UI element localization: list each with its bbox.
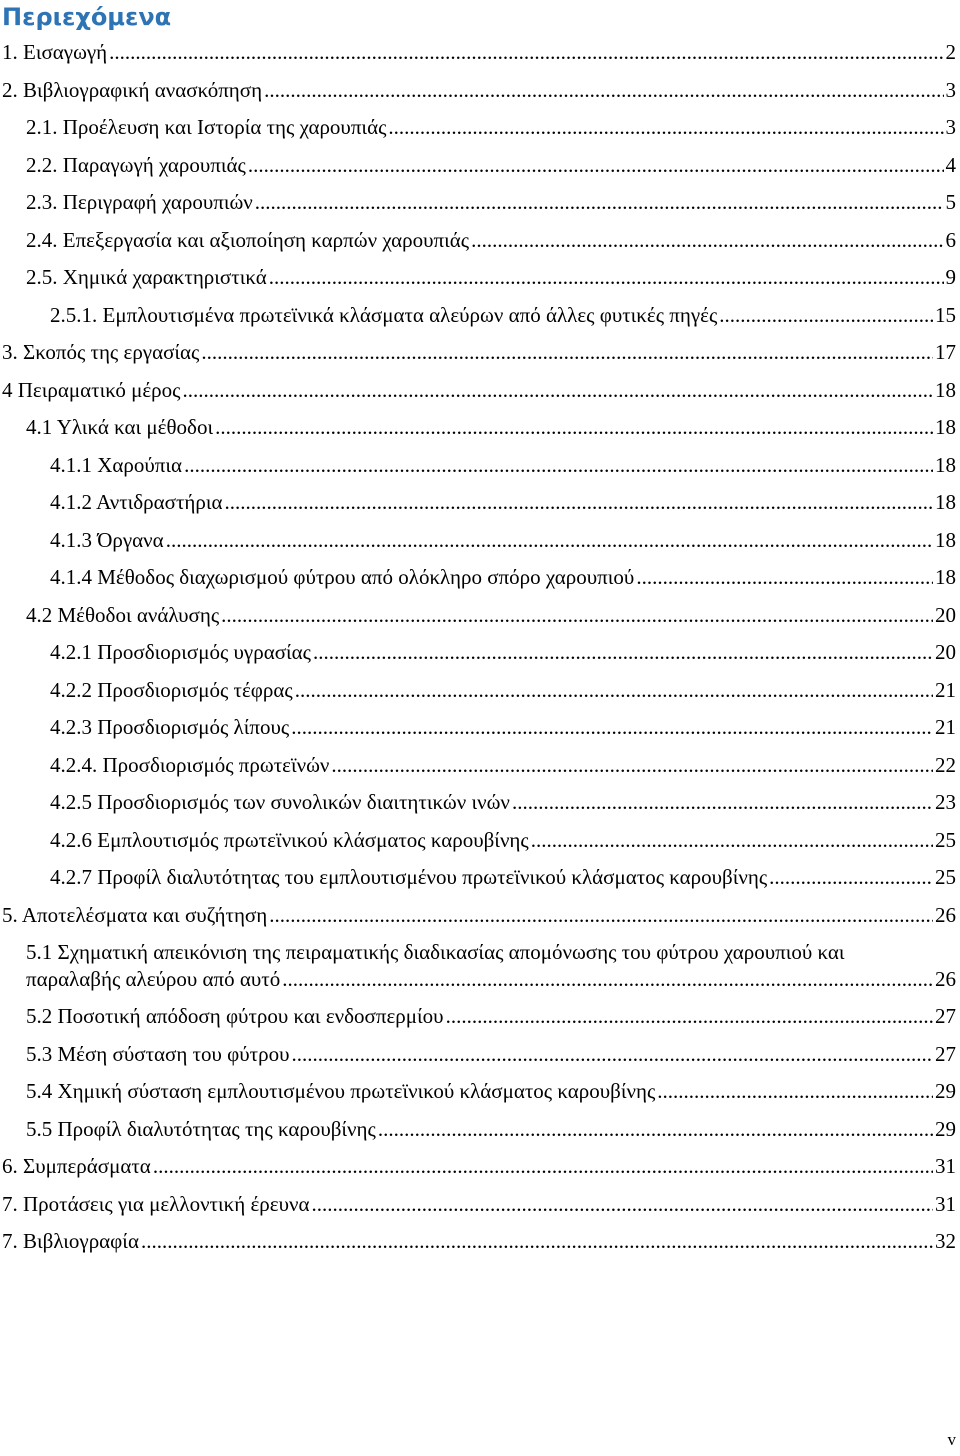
toc-entry[interactable] bbox=[0, 109, 960, 147]
dot-leader bbox=[292, 1036, 934, 1074]
dot-leader bbox=[331, 747, 933, 785]
toc-entry-title: 4.2.4. Προσδιορισμός πρωτεϊνών bbox=[50, 752, 330, 777]
dot-leader bbox=[282, 966, 933, 993]
dot-leader bbox=[378, 1111, 933, 1149]
toc-entry-page-number: 18 bbox=[935, 527, 956, 552]
dot-leader bbox=[255, 184, 944, 222]
dot-leader bbox=[215, 409, 933, 447]
toc-entry-title: 5. Αποτελέσματα και συζήτηση bbox=[2, 902, 268, 927]
toc-entry[interactable] bbox=[0, 522, 960, 560]
toc-entry-title: 1. Εισαγωγή bbox=[2, 40, 108, 64]
toc-entry-title: 5.2 Ποσοτική απόδοση φύτρου και ενδοσπερμίου bbox=[26, 1004, 444, 1028]
toc-entry[interactable] bbox=[0, 998, 960, 1036]
toc-entry[interactable] bbox=[0, 222, 960, 260]
toc-entry-page-number: 31 bbox=[935, 1154, 956, 1178]
toc-entry[interactable] bbox=[0, 184, 960, 222]
toc-entry-title: 2.4. Επεξεργασία και αξιοποίηση καρπών χαρουπιάς bbox=[26, 227, 470, 252]
toc-entry-page-number: 4 bbox=[945, 152, 956, 177]
dot-leader bbox=[313, 634, 933, 672]
toc-entry-title: 4.1.4 Μέθοδος διαχωρισμού φύτρου από ολόκληρο σπόρο χαρουπιού bbox=[50, 565, 635, 589]
toc-entry-page-number: 25 bbox=[935, 865, 956, 889]
dot-leader bbox=[166, 522, 933, 560]
dot-leader bbox=[109, 34, 943, 72]
toc-entry-page-number: 3 bbox=[945, 115, 956, 139]
toc-entry-title: 4.2 Μέθοδοι ανάλυσης bbox=[26, 602, 220, 627]
toc-entry-page-number: 31 bbox=[935, 1191, 956, 1216]
toc-entry[interactable] bbox=[0, 1036, 960, 1074]
toc-heading: Περιεχόμενα bbox=[2, 3, 172, 31]
toc-entry-title: 5.3 Μέση σύσταση του φύτρου bbox=[26, 1041, 290, 1066]
toc-entry-page-number: 18 bbox=[935, 377, 956, 402]
toc-entry-title: 2.5. Χημικά χαρακτηριστικά bbox=[26, 265, 267, 289]
toc-entry-page-number: 27 bbox=[935, 1004, 956, 1028]
toc-entry-page-number: 5 bbox=[945, 190, 956, 214]
dot-leader bbox=[512, 784, 933, 822]
toc-entry-title: 7. Βιβλιογραφία bbox=[2, 1229, 139, 1253]
toc-entry-title: 7. Προτάσεις για μελλοντική έρευνα bbox=[2, 1191, 310, 1216]
toc-entry[interactable] bbox=[0, 72, 960, 110]
toc-entry-page-number: 9 bbox=[945, 265, 956, 289]
dot-leader bbox=[657, 1073, 933, 1111]
dot-leader bbox=[269, 259, 944, 297]
toc-entry[interactable] bbox=[0, 34, 960, 72]
toc-entry-title: 6. Συμπεράσματα bbox=[2, 1154, 151, 1178]
toc-entry[interactable] bbox=[0, 1148, 960, 1186]
toc-entry[interactable] bbox=[0, 484, 960, 522]
toc-entry-page-number: 20 bbox=[935, 640, 956, 664]
toc-entry-page-number: 29 bbox=[935, 1116, 956, 1141]
dot-leader bbox=[311, 1186, 933, 1224]
toc-entry[interactable] bbox=[0, 259, 960, 297]
toc-entry[interactable] bbox=[0, 934, 960, 998]
toc-entry-page-number: 3 bbox=[945, 77, 956, 102]
toc-entry-title: 2.2. Παραγωγή χαρουπιάς bbox=[26, 152, 246, 177]
toc-entry-page-number: 25 bbox=[935, 827, 956, 852]
toc-entry-title: 5.5 Προφίλ διαλυτότητας της καρουβίνης bbox=[26, 1116, 376, 1141]
toc-entry[interactable] bbox=[0, 747, 960, 785]
toc-list bbox=[0, 34, 960, 1261]
toc-entry[interactable] bbox=[0, 559, 960, 597]
dot-leader bbox=[141, 1223, 933, 1261]
toc-entry-page-number: 26 bbox=[935, 967, 956, 991]
toc-entry[interactable] bbox=[0, 597, 960, 635]
toc-entry-page-number: 32 bbox=[935, 1229, 956, 1253]
toc-entry-title: 4.2.7 Προφίλ διαλυτότητας του εμπλουτισμένου πρωτεϊνικού κλάσματος καρουβίνης bbox=[50, 865, 768, 889]
toc-entry-title: 4.2.3 Προσδιορισμός λίπους bbox=[50, 715, 290, 739]
toc-entry-page-number: 23 bbox=[935, 790, 956, 814]
toc-entry-title: 5.4 Χημική σύσταση εμπλουτισμένου πρωτεϊνικού κλάσματος καρουβίνης bbox=[26, 1079, 656, 1103]
toc-entry-title: 4.2.2 Προσδιορισμός τέφρας bbox=[50, 677, 293, 702]
toc-entry-page-number: 18 bbox=[935, 490, 956, 514]
toc-entry-title-continued: παραλαβής αλεύρου από αυτό bbox=[26, 967, 281, 991]
toc-entry-title: 4.1.3 Όργανα bbox=[50, 527, 164, 552]
dot-leader bbox=[225, 484, 933, 522]
toc-entry[interactable] bbox=[0, 1111, 960, 1149]
toc-entry-page-number: 27 bbox=[935, 1041, 956, 1066]
toc-entry[interactable] bbox=[0, 709, 960, 747]
toc-entry-page-number: 15 bbox=[935, 302, 956, 327]
toc-entry[interactable] bbox=[0, 822, 960, 860]
dot-leader bbox=[221, 597, 933, 635]
toc-entry-title: 2. Βιβλιογραφική ανασκόπηση bbox=[2, 77, 263, 102]
toc-entry-page-number: 18 bbox=[935, 452, 956, 477]
toc-entry[interactable] bbox=[0, 859, 960, 897]
toc-entry[interactable] bbox=[0, 409, 960, 447]
dot-leader bbox=[388, 109, 943, 147]
toc-entry-page-number: 21 bbox=[935, 715, 956, 739]
dot-leader bbox=[719, 297, 933, 335]
dot-leader bbox=[153, 1148, 933, 1186]
dot-leader bbox=[248, 147, 944, 185]
dot-leader bbox=[295, 672, 933, 710]
toc-entry-page-number: 22 bbox=[935, 752, 956, 777]
dot-leader bbox=[636, 559, 933, 597]
toc-entry-title: 4.2.1 Προσδιορισμός υγρασίας bbox=[50, 640, 311, 664]
toc-entry[interactable] bbox=[0, 372, 960, 410]
toc-entry-title: 2.5.1. Εμπλουτισμένα πρωτεϊνικά κλάσματα αλεύρων από άλλες φυτικές πηγές bbox=[50, 302, 718, 327]
dot-leader bbox=[201, 334, 933, 372]
toc-entry[interactable] bbox=[0, 784, 960, 822]
toc-entry-page-number: 2 bbox=[945, 40, 956, 64]
dot-leader bbox=[531, 822, 933, 860]
toc-entry-title: 4.1.1 Χαρούπια bbox=[50, 452, 183, 477]
toc-entry[interactable] bbox=[0, 634, 960, 672]
toc-entry-page-number: 20 bbox=[935, 602, 956, 627]
toc-entry-page-number: 18 bbox=[935, 565, 956, 589]
dot-leader bbox=[291, 709, 933, 747]
page-number: v bbox=[947, 1430, 956, 1449]
toc-entry-title: 3. Σκοπός της εργασίας bbox=[2, 340, 200, 364]
toc-entry[interactable] bbox=[0, 672, 960, 710]
toc-entry-title: 4.2.5 Προσδιορισμός των συνολικών διαιτητικών ινών bbox=[50, 790, 510, 814]
dot-leader bbox=[184, 447, 933, 485]
toc-entry[interactable] bbox=[0, 897, 960, 935]
toc-entry-title: 4 Πειραματικό μέρος bbox=[2, 377, 181, 402]
toc-entry[interactable] bbox=[0, 447, 960, 485]
toc-entry[interactable] bbox=[0, 334, 960, 372]
toc-entry[interactable] bbox=[0, 1073, 960, 1111]
toc-entry-page-number: 17 bbox=[935, 340, 956, 364]
toc-entry-page-number: 6 bbox=[945, 227, 956, 252]
dot-leader bbox=[269, 897, 933, 935]
toc-entry-page-number: 29 bbox=[935, 1079, 956, 1103]
dot-leader bbox=[264, 72, 943, 110]
dot-leader bbox=[182, 372, 933, 410]
toc-entry-title: 2.3. Περιγραφή χαρουπιών bbox=[26, 190, 253, 214]
toc-entry-page-number: 21 bbox=[935, 677, 956, 702]
dot-leader bbox=[446, 998, 933, 1036]
toc-entry-page-number: 26 bbox=[935, 902, 956, 927]
toc-entry-page-number: 18 bbox=[935, 415, 956, 439]
toc-entry[interactable] bbox=[0, 297, 960, 335]
toc-entry[interactable] bbox=[0, 1223, 960, 1261]
toc-entry-title: 4.1.2 Αντιδραστήρια bbox=[50, 490, 223, 514]
toc-entry-title: 5.1 Σχηματική απεικόνιση της πειραματικής διαδικασίας απομόνωσης του φύτρου χαρουπιού και bbox=[26, 940, 845, 964]
dot-leader bbox=[471, 222, 943, 260]
toc-entry[interactable] bbox=[0, 147, 960, 185]
toc-entry-title: 4.2.6 Εμπλουτισμός πρωτεϊνικού κλάσματος καρουβίνης bbox=[50, 827, 529, 852]
toc-entry-title: 4.1 Υλικά και μέθοδοι bbox=[26, 415, 214, 439]
dot-leader bbox=[769, 859, 933, 897]
toc-entry-title: 2.1. Προέλευση και Ιστορία της χαρουπιάς bbox=[26, 115, 387, 139]
toc-entry[interactable] bbox=[0, 1186, 960, 1224]
